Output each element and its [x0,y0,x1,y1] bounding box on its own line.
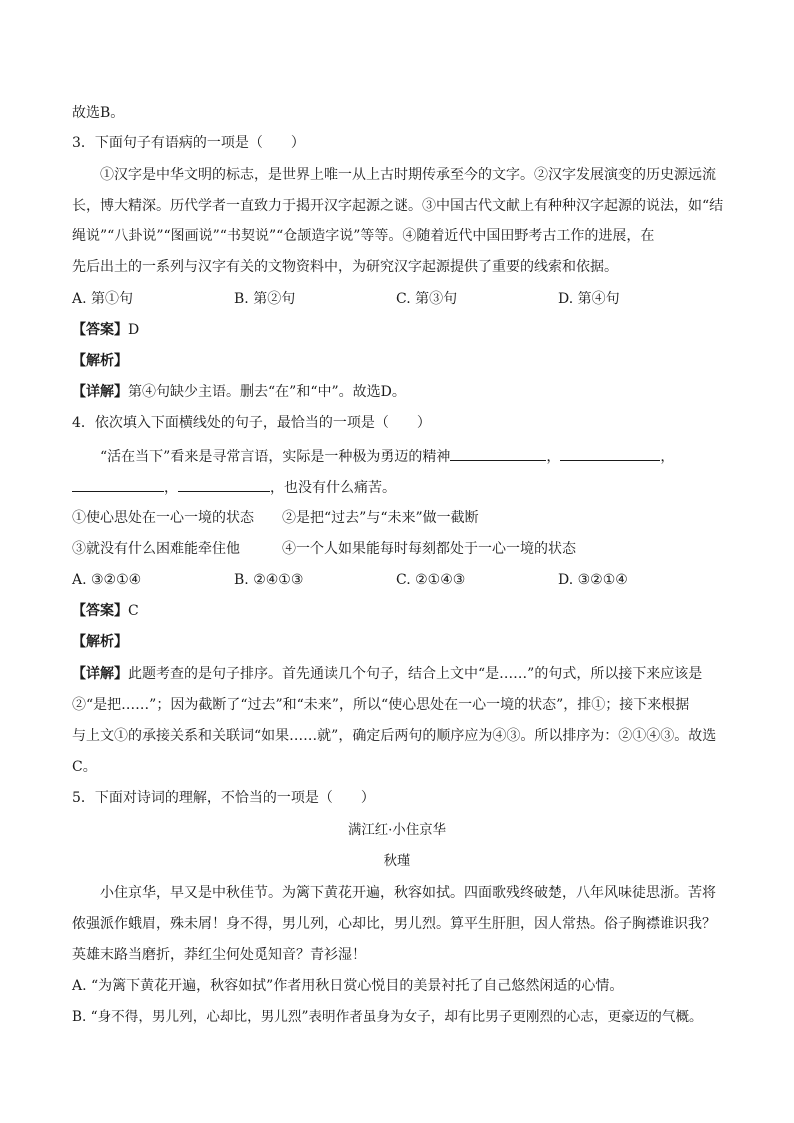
detail-label: 【详解】 [72,384,128,400]
q3-answer: D [128,322,140,338]
detail-label: 【详解】 [72,666,128,682]
q4-option-d: D. ③②①④ [558,572,628,588]
q4-passage-text: “活在当下”看来是寻常言语，实际是一种极为勇迈的精神 [100,449,451,465]
q4-detail-line: C。 [72,759,97,775]
poem-author: 秋瑾 [383,854,411,869]
fill-blank-1 [450,446,546,461]
q4-detail-text: 此题考查的是句子排序。首先通读几个句子，结合上文中“是……”的句式，所以接下来应该是 [128,666,703,682]
q3-option-d: D. 第④句 [558,291,620,307]
previous-answer-ending: 故选B。 [72,105,125,121]
q4-sentence-4: ④一个人如果能每时每刻都处于一心一境的状态 [282,541,576,557]
poem-line: 小住京华，早又是中秋佳节。为篱下黄花开遍，秋容如拭。四面歌残终破楚，八年风味徒思浙。苦将 [100,885,716,901]
q3-answer-row [72,320,139,340]
q3-option-b: B. 第②句 [234,291,296,307]
q5-option-b: B. “身不得，男儿列，心却比，男儿烈”表明作者虽身为女子，却有比男子更刚烈的心志，更豪迈的气概。 [72,1009,703,1025]
q4-detail-row [72,664,702,684]
q4-stem: 4．依次填入下面横线处的句子，最恰当的一项是（ ） [72,415,431,431]
q4-option-c: C. ②①④③ [396,572,466,588]
q5-option-a: A. “为篱下黄花开遍，秋容如拭”作者用秋日赏心悦目的美景衬托了自己悠然闲适的心情。 [72,978,624,994]
q4-option-a: A. ③②①④ [72,572,142,588]
q3-passage-line: 先后出土的一系列与汉字有关的文物资料中，为研究汉字起源提供了重要的线索和依据。 [72,259,618,275]
q3-analysis-label: 【解析】 [72,353,128,369]
q4-sentence-2: ②是把“过去”与“未来”做一截断 [282,510,479,526]
comma: ， [164,480,178,496]
q4-detail-line: 与上文①的承接关系和关联词“如果……就”，确定后两句的顺序应为④③。所以排序为：②①④③。故选 [72,728,717,744]
comma: ， [546,449,561,465]
q3-option-a: A. 第①句 [72,291,134,307]
comma: ， [660,449,675,465]
q4-detail-line: ②“是把……”；因为截断了“过去”和“未来”，所以“使心思处在一心一境的状态”，排①；接下来根据 [72,697,690,713]
q3-detail-text: 第④句缺少主语。删去“在”和“中”。故选D。 [128,384,406,400]
q3-passage-line: 长，博大精深。历代学者一直致力于揭开汉字起源之谜。③中国古代文献上有种种汉字起源的说法，如“结 [72,198,724,214]
q3-passage-line: ①汉字是中华文明的标志，是世界上唯一从上古时期传承至今的文字。②汉字发展演变的历史源远流 [100,167,716,183]
q4-answer: C [128,603,139,619]
q3-option-c: C. 第③句 [396,291,458,307]
answer-label: 【答案】 [72,603,128,619]
q4-passage-line-2 [72,477,396,498]
fill-blank-3 [72,477,164,492]
q4-sentence-3: ③就没有什么困难能牵住他 [72,541,240,557]
fill-blank-4 [178,477,270,492]
q3-passage-line: 绳说”“八卦说”“图画说”“书契说”“仓颉造字说”等等。④随着近代中国田野考古工作的进展，在 [72,228,655,244]
q4-sentence-1: ①使心思处在一心一境的状态 [72,510,254,526]
q4-answer-row [72,601,139,621]
answer-label: 【答案】 [72,322,128,338]
q3-stem: 3．下面句子有语病的一项是（ ） [72,135,305,151]
q4-option-b: B. ②④①③ [234,572,304,588]
q4-passage-tail: ，也没有什么痛苦。 [270,480,396,496]
q4-passage-line-1 [100,446,674,467]
q4-analysis-label: 【解析】 [72,634,128,650]
fill-blank-2 [560,446,660,461]
poem-line: 侬强派作蛾眉，殊未屑！身不得，男儿列，心却比，男儿烈。算平生肝胆，因人常热。俗子胸襟谁识我？ [72,916,716,932]
q3-detail-row [72,382,406,402]
poem-title: 满江红·小住京华 [348,823,446,838]
poem-line: 英雄末路当磨折，莽红尘何处觅知音？青衫湿！ [72,947,366,963]
q5-stem: 5．下面对诗词的理解，不恰当的一项是（ ） [72,790,375,806]
